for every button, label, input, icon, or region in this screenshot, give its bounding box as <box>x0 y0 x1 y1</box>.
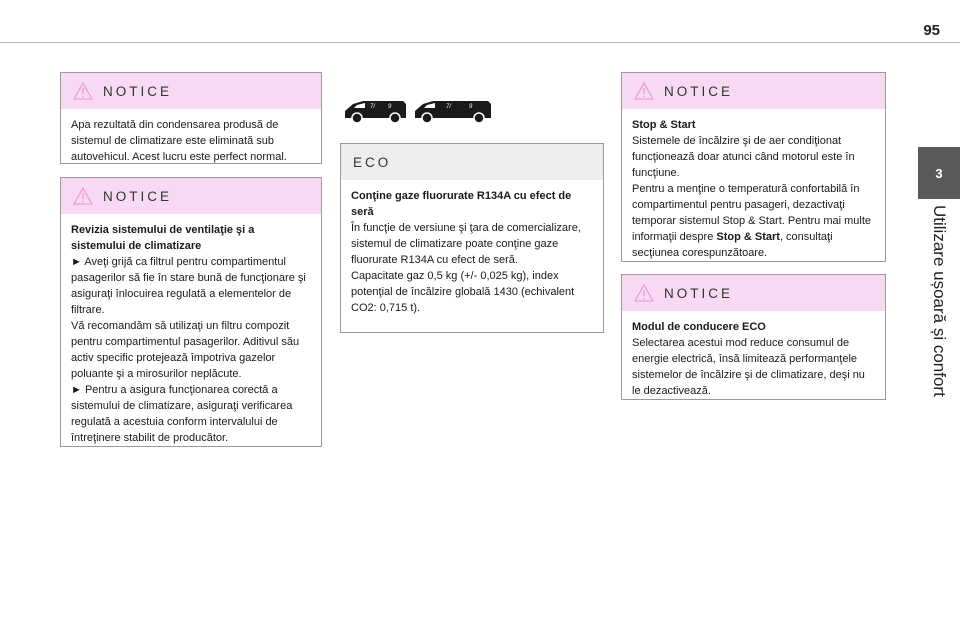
eco-title: ECO <box>353 154 392 170</box>
svg-text:9: 9 <box>388 104 392 110</box>
header-divider <box>0 42 960 43</box>
notice-paragraph: Sistemele de încălzire şi de aer condiţionat funcţionează doar atunci când motorul este în funcţiune. <box>632 135 855 179</box>
notice-body <box>622 109 885 269</box>
warning-icon <box>73 187 93 205</box>
notice-title: NOTICE <box>103 188 173 204</box>
notice-bullet: ► Aveţi grijă ca filtrul pentru compartimentul pasagerilor să fie în stare bună de funcţionare şi asiguraţi înlocuirea regulată a elementelor de filtrare. <box>71 256 306 316</box>
notice-title: NOTICE <box>664 285 734 301</box>
notice-title: NOTICE <box>103 83 173 99</box>
warning-icon <box>634 284 654 302</box>
van-short-icon <box>345 101 406 123</box>
page-number: 95 <box>923 22 940 39</box>
notice-text: Apa rezultată din condensarea produsă de sistemul de climatizare este eliminată sub autovehicul. Acest lucru este perfect normal. <box>71 119 287 163</box>
notice-text-pre: Pentru a menţine o temperatură confortabilă în compartimentul pentru pasageri, dezactivaţi temporar sistemul Stop & Start. Pentru mai multe informaţii despre <box>632 183 872 243</box>
notice-header <box>61 73 321 109</box>
notice-subtitle: Revizia sistemului de ventilaţie şi a sistemului de climatizare <box>71 224 255 252</box>
eco-body <box>341 180 603 324</box>
notice-subtitle: Stop & Start <box>632 119 696 131</box>
notice-paragraph <box>632 181 875 261</box>
notice-paragraph: Selectarea acestui mod reduce consumul de energie electrică, însă limitează performanţele sistemelor de încălzire şi de climatizare, deşi nu le dezactivează. <box>632 337 865 397</box>
chapter-title-container <box>920 205 958 535</box>
eco-paragraph: Capacitate gaz 0,5 kg (+/- 0,025 kg), index potenţial de încălzire globală 1430 (echivalent CO2: 0,715 t). <box>351 270 575 314</box>
notice-header <box>622 73 885 109</box>
warning-icon <box>634 82 654 100</box>
eco-box-refrigerant <box>340 143 604 333</box>
svg-text:7/: 7/ <box>370 104 376 110</box>
notice-text-post: , consultaţi secţiunea corespunzătoare. <box>632 231 833 259</box>
warning-icon <box>73 82 93 100</box>
notice-text-bold: Stop & Start <box>716 231 780 243</box>
notice-header <box>61 178 321 214</box>
chapter-title: Utilizare ușoară și confort <box>930 205 949 397</box>
eco-subtitle: Conţine gaze fluorurate R134A cu efect de seră <box>351 190 572 218</box>
eco-header <box>341 144 603 180</box>
chapter-tab[interactable]: 3 <box>918 147 960 199</box>
van-long-icon <box>415 101 491 123</box>
vehicle-icons <box>343 95 493 125</box>
svg-text:7/: 7/ <box>446 104 452 110</box>
notice-body <box>61 109 321 173</box>
notice-title: NOTICE <box>664 83 734 99</box>
notice-box-eco-mode <box>621 274 886 400</box>
notice-box-stop-start <box>621 72 886 262</box>
svg-text:9: 9 <box>469 104 473 110</box>
notice-paragraph: Vă recomandăm să utilizaţi un filtru compozit pentru compartimentul pasagerilor. Aditivul său activ specific protejează împotriva gazelor poluante şi a mirosurilor neplăcute. <box>71 320 300 380</box>
notice-header <box>622 275 885 311</box>
notice-box-condensation <box>60 72 322 164</box>
notice-subtitle: Modul de conducere ECO <box>632 321 766 333</box>
notice-body <box>622 311 885 407</box>
notice-bullet: ► Pentru a asigura funcţionarea corectă a sistemului de climatizare, asiguraţi verificarea regulată a acestuia conform intervalului de întreţinere stabilit de producător. <box>71 384 293 444</box>
notice-box-ventilation <box>60 177 322 447</box>
eco-paragraph: În funcţie de versiune şi ţara de comercializare, sistemul de climatizare poate conţine gaze fluorurate R134A cu efect de seră. <box>351 222 581 266</box>
notice-body <box>61 214 321 454</box>
